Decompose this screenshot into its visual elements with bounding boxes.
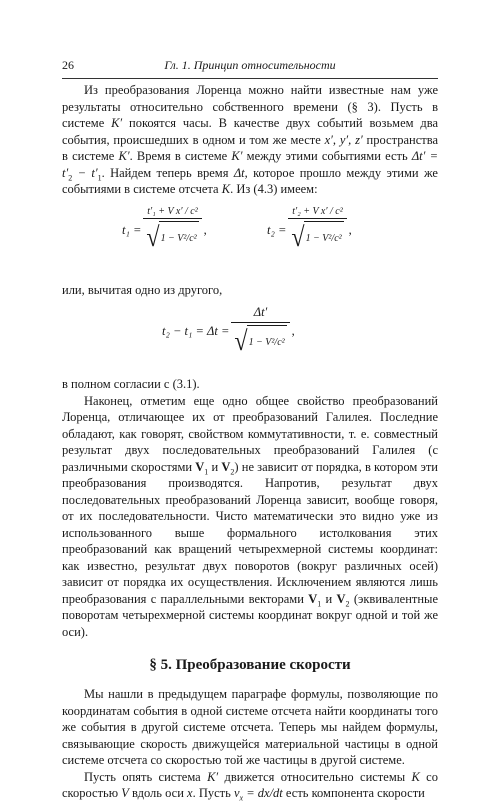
page-number: 26 (62, 58, 74, 72)
t2-root: 1 − V²/c² (304, 221, 344, 255)
t1-fraction: t′₁ + V x′ / c² √ 1 − V²/c² (143, 206, 201, 255)
page-body (62, 82, 438, 802)
t2-lhs: t₂ = (267, 222, 287, 237)
delta-t-fraction: Δt′ √ 1 − V²/c² (231, 304, 289, 359)
header-rule (62, 78, 438, 79)
delta-t-lhs: t₂ − t₁ = Δt = (162, 324, 230, 338)
delta-t-numerator: Δt′ (253, 305, 268, 319)
paragraph-proper-time: Из преобразования Лоренца можно найти известные нам уже результаты относительно собственного времени (§ 3). Пусть в системе K′ покоятся часы. В качестве двух событий возьмем два события, происшедших в одном и том же месте x′, y′, z′ пространства в системе K′. Время в системе K′ между этими событиями есть $\Delta t' = t'_2 - t'_1$. Найдем теперь время Δt, которое прошло между этими же событиями в системе отсчета K. Из (4.3) имеем: (62, 83, 439, 196)
chapter-title: Гл. 1. Принцип относительности (164, 58, 336, 72)
paragraph-commutativity: Наконец, отметим еще одно общее свойство преобразований Лоренца, отличающее их от преобразований Галилея. Последние обладают, как говорят, свойством коммутативности, т. е. совместный результат двух последовательных преобразований Галилея (с различными скоростями $V_1$ и $V_2$) не зависит от порядка, в котором эти преобразования производятся. Напротив, результат двух последовательных преобразований Лоренца зависит, вообще говоря, от их последовательности. Чисто математически это видно уже из использованного выше формального истолкования этих преобразований как вращений четырехмерной системы координат: как известно, результат двух поворотов (вокруг различных осей) зависит от порядка их осуществления. Исключением являются лишь преобразования с параллельными векторами $V_1$ и $V_2$ (эквивалентные поворотам четырехмерной системы координат вокруг одной и той же оси). (62, 393, 438, 639)
paragraph-velocity-component: Пусть опять система K′ движется относительно системы K со скоростью V вдоль оси x. Пусть $v_x = dx/dt$ есть компонента скорости (62, 769, 438, 803)
running-header (62, 58, 438, 76)
equation-t1-t2: t₁ = t′₁ + V x′ / c² √ 1 − V²/c² , t₂ = t′₂ + V x′ / c² √ 1 − V²/c² , (62, 200, 438, 280)
t1-lhs: t₁ = (122, 222, 142, 237)
t2-fraction: t′₂ + V x′ / c² √ 1 − V²/c² (288, 206, 346, 255)
t1-root: 1 − V²/c² (159, 221, 199, 255)
t1-numerator: t′₁ + V x′ / c² (147, 205, 198, 217)
equation-delta-t: t₂ − t₁ = Δt = Δt′ √ 1 − V²/c² , (62, 300, 438, 372)
t2-numerator: t′₂ + V x′ / c² (292, 205, 343, 217)
delta-t-root: 1 − V²/c² (247, 325, 287, 359)
paragraph-intro-velocity: Мы нашли в предыдущем параграфе формулы, позволяющие по координатам события в одной системе отсчета найти координаты того же события в другой системе отсчета. Теперь мы найдем формулы, связывающие скорость движущейся материальной частицы в одной системе отсчета со скоростью той же частицы в другой системе. (62, 687, 438, 767)
section-heading: § 5. Преобразование скорости (149, 657, 351, 673)
paragraph-agreement: в полном согласии с (3.1). (62, 377, 200, 391)
paragraph-subtracting: или, вычитая одно из другого, (62, 282, 223, 297)
